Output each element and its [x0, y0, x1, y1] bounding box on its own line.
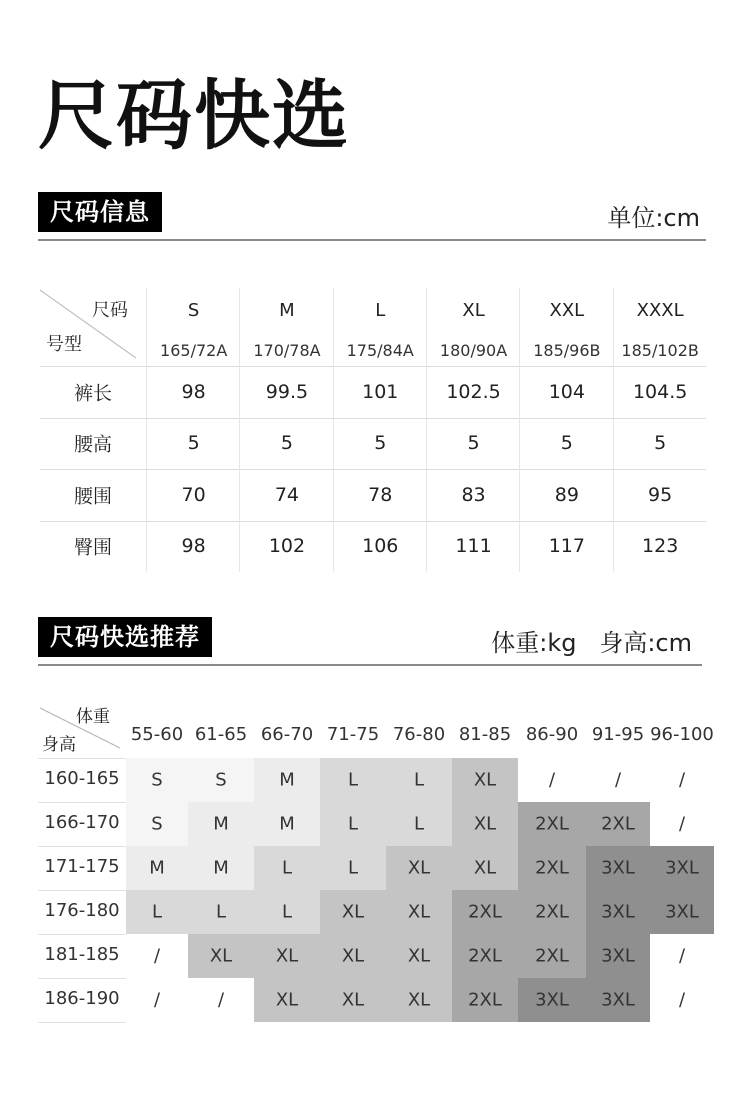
size-cell — [650, 758, 714, 802]
value: 5 — [654, 432, 667, 455]
weight-header: 86-90 — [525, 724, 579, 745]
value: 104.5 — [632, 380, 688, 403]
size-value: XL — [341, 989, 365, 1011]
size-header-cell — [613, 288, 707, 366]
size-model: 185/96B — [533, 341, 601, 360]
size-header-cell — [146, 288, 240, 366]
value: 99.5 — [265, 380, 309, 403]
size-cell — [126, 802, 188, 846]
size-header-cell — [519, 288, 613, 366]
height-label: 166-170 — [44, 812, 120, 833]
size-header-cell — [239, 288, 333, 366]
size-value: 3XL — [601, 857, 635, 879]
size-cell — [518, 978, 586, 1022]
value-cell — [239, 366, 333, 418]
size-cell — [320, 802, 386, 846]
value: 5 — [560, 432, 573, 455]
size-value: XL — [275, 989, 299, 1011]
height-label: 171-175 — [44, 856, 120, 877]
row-label-cell — [40, 366, 146, 418]
size-cell — [586, 890, 650, 934]
size-cell — [386, 934, 452, 978]
value: 98 — [181, 380, 206, 403]
size-cell — [126, 758, 188, 802]
size-value: XL — [275, 945, 299, 967]
size-value: 3XL — [601, 901, 635, 923]
size-cell — [386, 846, 452, 890]
size-value: / — [217, 989, 225, 1011]
size-value: / — [678, 989, 686, 1011]
table-header-row — [40, 288, 706, 367]
value-cell — [333, 418, 427, 470]
size-name: M — [279, 300, 295, 321]
size-value: XL — [407, 857, 431, 879]
row-label-cell — [40, 418, 146, 470]
row-divider — [38, 978, 126, 979]
size-value: M — [149, 857, 165, 879]
weight-header: 76-80 — [392, 724, 446, 745]
size-info-unit: 单位:cm — [607, 204, 700, 232]
size-cell — [452, 758, 518, 802]
weight-header: 71-75 — [326, 724, 380, 745]
size-cell — [586, 802, 650, 846]
value-cell — [613, 418, 707, 470]
value: 104 — [548, 380, 585, 403]
size-cell — [320, 758, 386, 802]
size-value: / — [678, 769, 686, 791]
value: 111 — [455, 535, 492, 558]
size-cell — [188, 978, 254, 1022]
value-cell — [519, 521, 613, 573]
size-value: / — [548, 769, 556, 791]
value-cell — [426, 469, 520, 521]
size-value: L — [347, 857, 359, 879]
size-value: L — [281, 857, 293, 879]
row-divider — [38, 802, 126, 803]
value-cell — [613, 521, 707, 573]
size-value: L — [151, 901, 163, 923]
size-value: L — [215, 901, 227, 923]
value-cell — [239, 418, 333, 470]
size-cell — [452, 890, 518, 934]
size-model: 180/90A — [439, 341, 508, 360]
value-cell — [146, 469, 240, 521]
size-name: S — [187, 300, 200, 321]
size-cell — [188, 890, 254, 934]
size-cell — [188, 758, 254, 802]
size-cell — [586, 758, 650, 802]
size-value: M — [213, 813, 229, 835]
value-cell — [146, 366, 240, 418]
size-cell — [188, 846, 254, 890]
size-cell — [254, 758, 320, 802]
value-cell — [613, 469, 707, 521]
size-cell — [254, 802, 320, 846]
value: 102 — [268, 535, 306, 558]
value: 5 — [374, 432, 387, 455]
size-value: 2XL — [468, 989, 502, 1011]
table-row — [40, 469, 706, 522]
weight-header: 96-100 — [650, 724, 714, 745]
height-label: 181-185 — [44, 944, 120, 965]
size-value: / — [614, 769, 622, 791]
value: 83 — [461, 483, 486, 506]
size-value: 2XL — [535, 857, 569, 879]
value-cell — [426, 418, 520, 470]
size-cell — [386, 758, 452, 802]
row-label-cell — [40, 521, 146, 573]
size-value: S — [215, 769, 227, 791]
height-label: 186-190 — [44, 988, 120, 1009]
size-cell — [650, 846, 714, 890]
size-info-header — [38, 192, 706, 240]
size-cell — [386, 890, 452, 934]
value-cell — [519, 469, 613, 521]
size-value: L — [413, 813, 425, 835]
value-cell — [426, 366, 520, 418]
value: 98 — [181, 535, 206, 558]
value: 106 — [362, 535, 399, 558]
size-value: L — [347, 813, 359, 835]
size-cell — [452, 802, 518, 846]
recommend-unit: 体重:kg 身高:cm — [491, 629, 692, 657]
size-cell — [126, 890, 188, 934]
size-cell — [518, 802, 586, 846]
size-value: XL — [407, 989, 431, 1011]
size-cell — [254, 978, 320, 1022]
size-cell — [386, 978, 452, 1022]
value: 117 — [548, 535, 585, 558]
size-cell — [586, 934, 650, 978]
value: 123 — [642, 535, 679, 558]
size-header-cell — [333, 288, 427, 366]
row-divider — [38, 934, 126, 935]
size-cell — [320, 890, 386, 934]
recommend-header — [38, 617, 702, 665]
value-cell — [333, 366, 427, 418]
size-name: XXL — [549, 300, 585, 321]
size-value: 2XL — [535, 945, 569, 967]
value: 5 — [467, 432, 480, 455]
size-cell — [320, 978, 386, 1022]
size-value: 3XL — [665, 857, 699, 879]
row-divider — [38, 890, 126, 891]
value-cell — [333, 521, 427, 573]
value: 74 — [274, 483, 300, 506]
size-value: 2XL — [535, 813, 569, 835]
size-cell — [586, 846, 650, 890]
corner-label-size: 尺码 — [92, 300, 128, 321]
table-row — [40, 366, 706, 419]
size-value: S — [151, 813, 163, 835]
size-value: XL — [407, 945, 431, 967]
corner-label-height: 身高 — [42, 735, 76, 755]
size-value: XL — [341, 901, 365, 923]
size-value: XL — [407, 901, 431, 923]
value-cell — [426, 521, 520, 573]
size-cell — [126, 978, 188, 1022]
height-label: 160-165 — [44, 768, 120, 789]
size-value: / — [153, 945, 161, 967]
value: 5 — [280, 432, 293, 455]
divider — [38, 239, 706, 241]
size-value: L — [347, 769, 359, 791]
value-cell — [146, 418, 240, 470]
size-value: 3XL — [665, 901, 699, 923]
size-value: 3XL — [601, 945, 635, 967]
size-value: XL — [473, 813, 497, 835]
size-value: M — [279, 769, 295, 791]
value-cell — [519, 366, 613, 418]
size-value: XL — [341, 945, 365, 967]
size-cell — [452, 846, 518, 890]
row-label-cell — [40, 469, 146, 521]
size-value: XL — [473, 857, 497, 879]
size-value: L — [413, 769, 425, 791]
row-label: 腰围 — [73, 485, 112, 508]
size-cell — [452, 978, 518, 1022]
size-value: 2XL — [468, 945, 502, 967]
size-cell — [254, 934, 320, 978]
value: 101 — [362, 380, 399, 403]
size-model: 185/102B — [621, 341, 699, 360]
table-row — [40, 521, 706, 573]
size-value: 2XL — [601, 813, 635, 835]
size-cell — [650, 890, 714, 934]
weight-header: 55-60 — [130, 724, 184, 745]
size-cell — [254, 890, 320, 934]
size-cell — [386, 802, 452, 846]
value-cell — [146, 521, 240, 573]
size-value: 2XL — [535, 901, 569, 923]
size-value: 3XL — [535, 989, 569, 1011]
corner-cell — [38, 696, 126, 758]
size-cell — [320, 934, 386, 978]
weight-header: 61-65 — [194, 724, 248, 745]
weight-header: 91-95 — [591, 724, 645, 745]
size-header-cell — [426, 288, 520, 366]
size-cell — [650, 802, 714, 846]
size-cell — [320, 846, 386, 890]
size-value: XL — [473, 769, 497, 791]
row-divider — [38, 846, 126, 847]
corner-label-weight: 体重 — [76, 707, 110, 727]
size-value: M — [213, 857, 229, 879]
weight-header: 66-70 — [260, 724, 314, 745]
row-label: 臀围 — [73, 536, 112, 559]
size-value: / — [153, 989, 161, 1011]
divider — [38, 664, 702, 666]
size-cell — [188, 934, 254, 978]
value-cell — [239, 521, 333, 573]
size-cell — [518, 758, 586, 802]
size-cell — [586, 978, 650, 1022]
value-cell — [333, 469, 427, 521]
size-cell — [518, 934, 586, 978]
value-cell — [239, 469, 333, 521]
value: 70 — [181, 483, 206, 506]
size-name: XXXL — [636, 300, 684, 321]
value: 5 — [187, 432, 200, 455]
size-model: 175/84A — [346, 341, 414, 360]
recommend-label: 尺码快选推荐 — [38, 617, 212, 657]
size-value: / — [678, 945, 686, 967]
size-name: XL — [462, 300, 485, 321]
size-name: L — [375, 300, 386, 321]
value-cell — [519, 418, 613, 470]
corner-cell — [40, 288, 146, 366]
size-cell — [126, 934, 188, 978]
size-value: L — [281, 901, 293, 923]
size-cell — [650, 934, 714, 978]
size-cell — [188, 802, 254, 846]
value: 102.5 — [446, 380, 501, 403]
weight-header: 81-85 — [458, 724, 512, 745]
size-info-label: 尺码信息 — [38, 192, 162, 232]
corner-label-model: 号型 — [46, 334, 82, 355]
value: 89 — [554, 483, 579, 506]
value: 78 — [368, 483, 393, 506]
row-label: 裤长 — [73, 382, 112, 405]
size-cell — [126, 846, 188, 890]
size-cell — [518, 890, 586, 934]
row-label: 腰高 — [73, 433, 112, 456]
size-value: / — [678, 813, 686, 835]
page-title: 尺码快选 — [38, 71, 350, 160]
size-value: S — [151, 769, 163, 791]
height-label: 176-180 — [44, 900, 120, 921]
size-model: 170/78A — [253, 341, 321, 360]
table-row — [40, 418, 706, 471]
size-model: 165/72A — [160, 341, 228, 360]
value-cell — [613, 366, 707, 418]
size-value: 2XL — [468, 901, 502, 923]
size-cell — [650, 978, 714, 1022]
size-cell — [452, 934, 518, 978]
row-divider — [38, 1022, 126, 1023]
size-value: 3XL — [601, 989, 635, 1011]
size-cell — [518, 846, 586, 890]
size-value: M — [279, 813, 295, 835]
size-cell — [254, 846, 320, 890]
value: 95 — [648, 483, 673, 506]
size-value: XL — [209, 945, 233, 967]
